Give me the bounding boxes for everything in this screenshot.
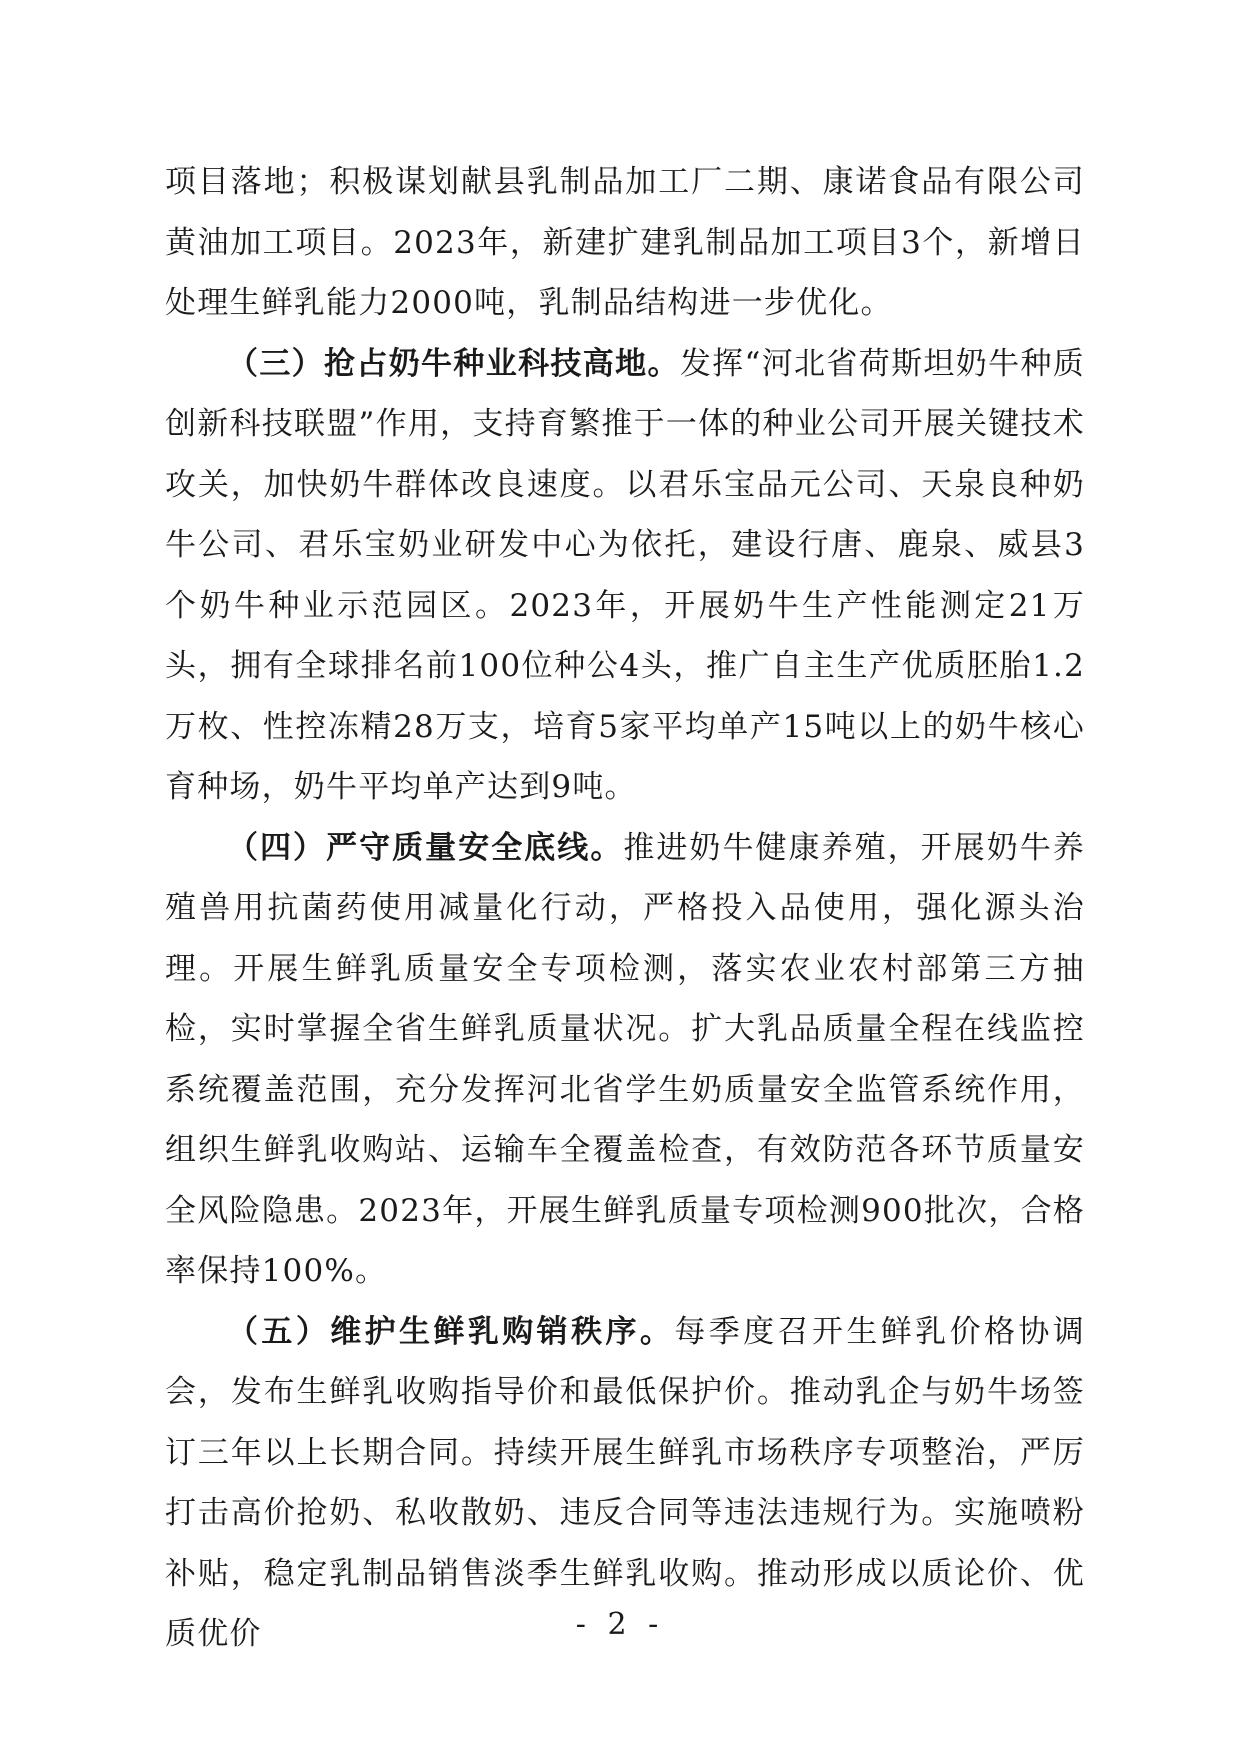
paragraph-body: 发挥“河北省荷斯坦奶牛种质创新科技联盟”作用，支持育繁推于一体的种业公司开展关键技术攻关，加快奶牛群体改良速度。以君乐宝品元公司、天泉良种奶牛公司、君乐宝奶业研发中心为依托，建设行唐、鹿泉、威县3个奶牛种业示范园区。2023年，开展奶牛生产性能测定21万头，拥有全球排名前100位种公4头，推广自主生产优质胚胎1.2万枚、性控冻精28万支，培育5家平均单产15吨以上的奶牛核心育种场，奶牛平均单产达到9吨。 [165, 345, 1085, 805]
document-body [165, 152, 1085, 1665]
paragraph-body: 推进奶牛健康养殖，开展奶牛养殖兽用抗菌药使用减量化行动，严格投入品使用，强化源头治理。开展生鲜乳质量安全专项检测，落实农业农村部第三方抽检，实时掌握全省生鲜乳质量状况。扩大乳品质量全程在线监控系统覆盖范围，充分发挥河北省学生奶质量安全监管系统作用，组织生鲜乳收购站、运输车全覆盖检查，有效防范各环节质量安全风险隐患。2023年，开展生鲜乳质量专项检测900批次，合格率保持100%。 [165, 829, 1085, 1289]
page-number: - 2 - [575, 1607, 665, 1642]
paragraph-section-4 [165, 818, 1085, 1302]
paragraph-body: 项目落地；积极谋划献县乳制品加工厂二期、康诺食品有限公司黄油加工项目。2023年，新建扩建乳制品加工项目3个，新增日处理生鲜乳能力2000吨，乳制品结构进一步优化。 [165, 164, 1085, 321]
paragraph-body: 每季度召开生鲜乳价格协调会，发布生鲜乳收购指导价和最低保护价。推动乳企与奶牛场签订三年以上长期合同。持续开展生鲜乳市场秩序专项整治，严厉打击高价抢奶、私收散奶、违反合同等违法违规行为。实施喷粉补贴，稳定乳制品销售淡季生鲜乳收购。推动形成以质论价、优质优价 [165, 1313, 1085, 1652]
section-heading-3: （三）抢占奶牛种业科技高地。 [227, 345, 680, 382]
section-heading-5: （五）维护生鲜乳购销秩序。 [227, 1313, 675, 1350]
paragraph-section-3 [165, 334, 1085, 818]
paragraph-continuation [165, 152, 1085, 334]
section-heading-4: （四）严守质量安全底线。 [227, 829, 624, 866]
